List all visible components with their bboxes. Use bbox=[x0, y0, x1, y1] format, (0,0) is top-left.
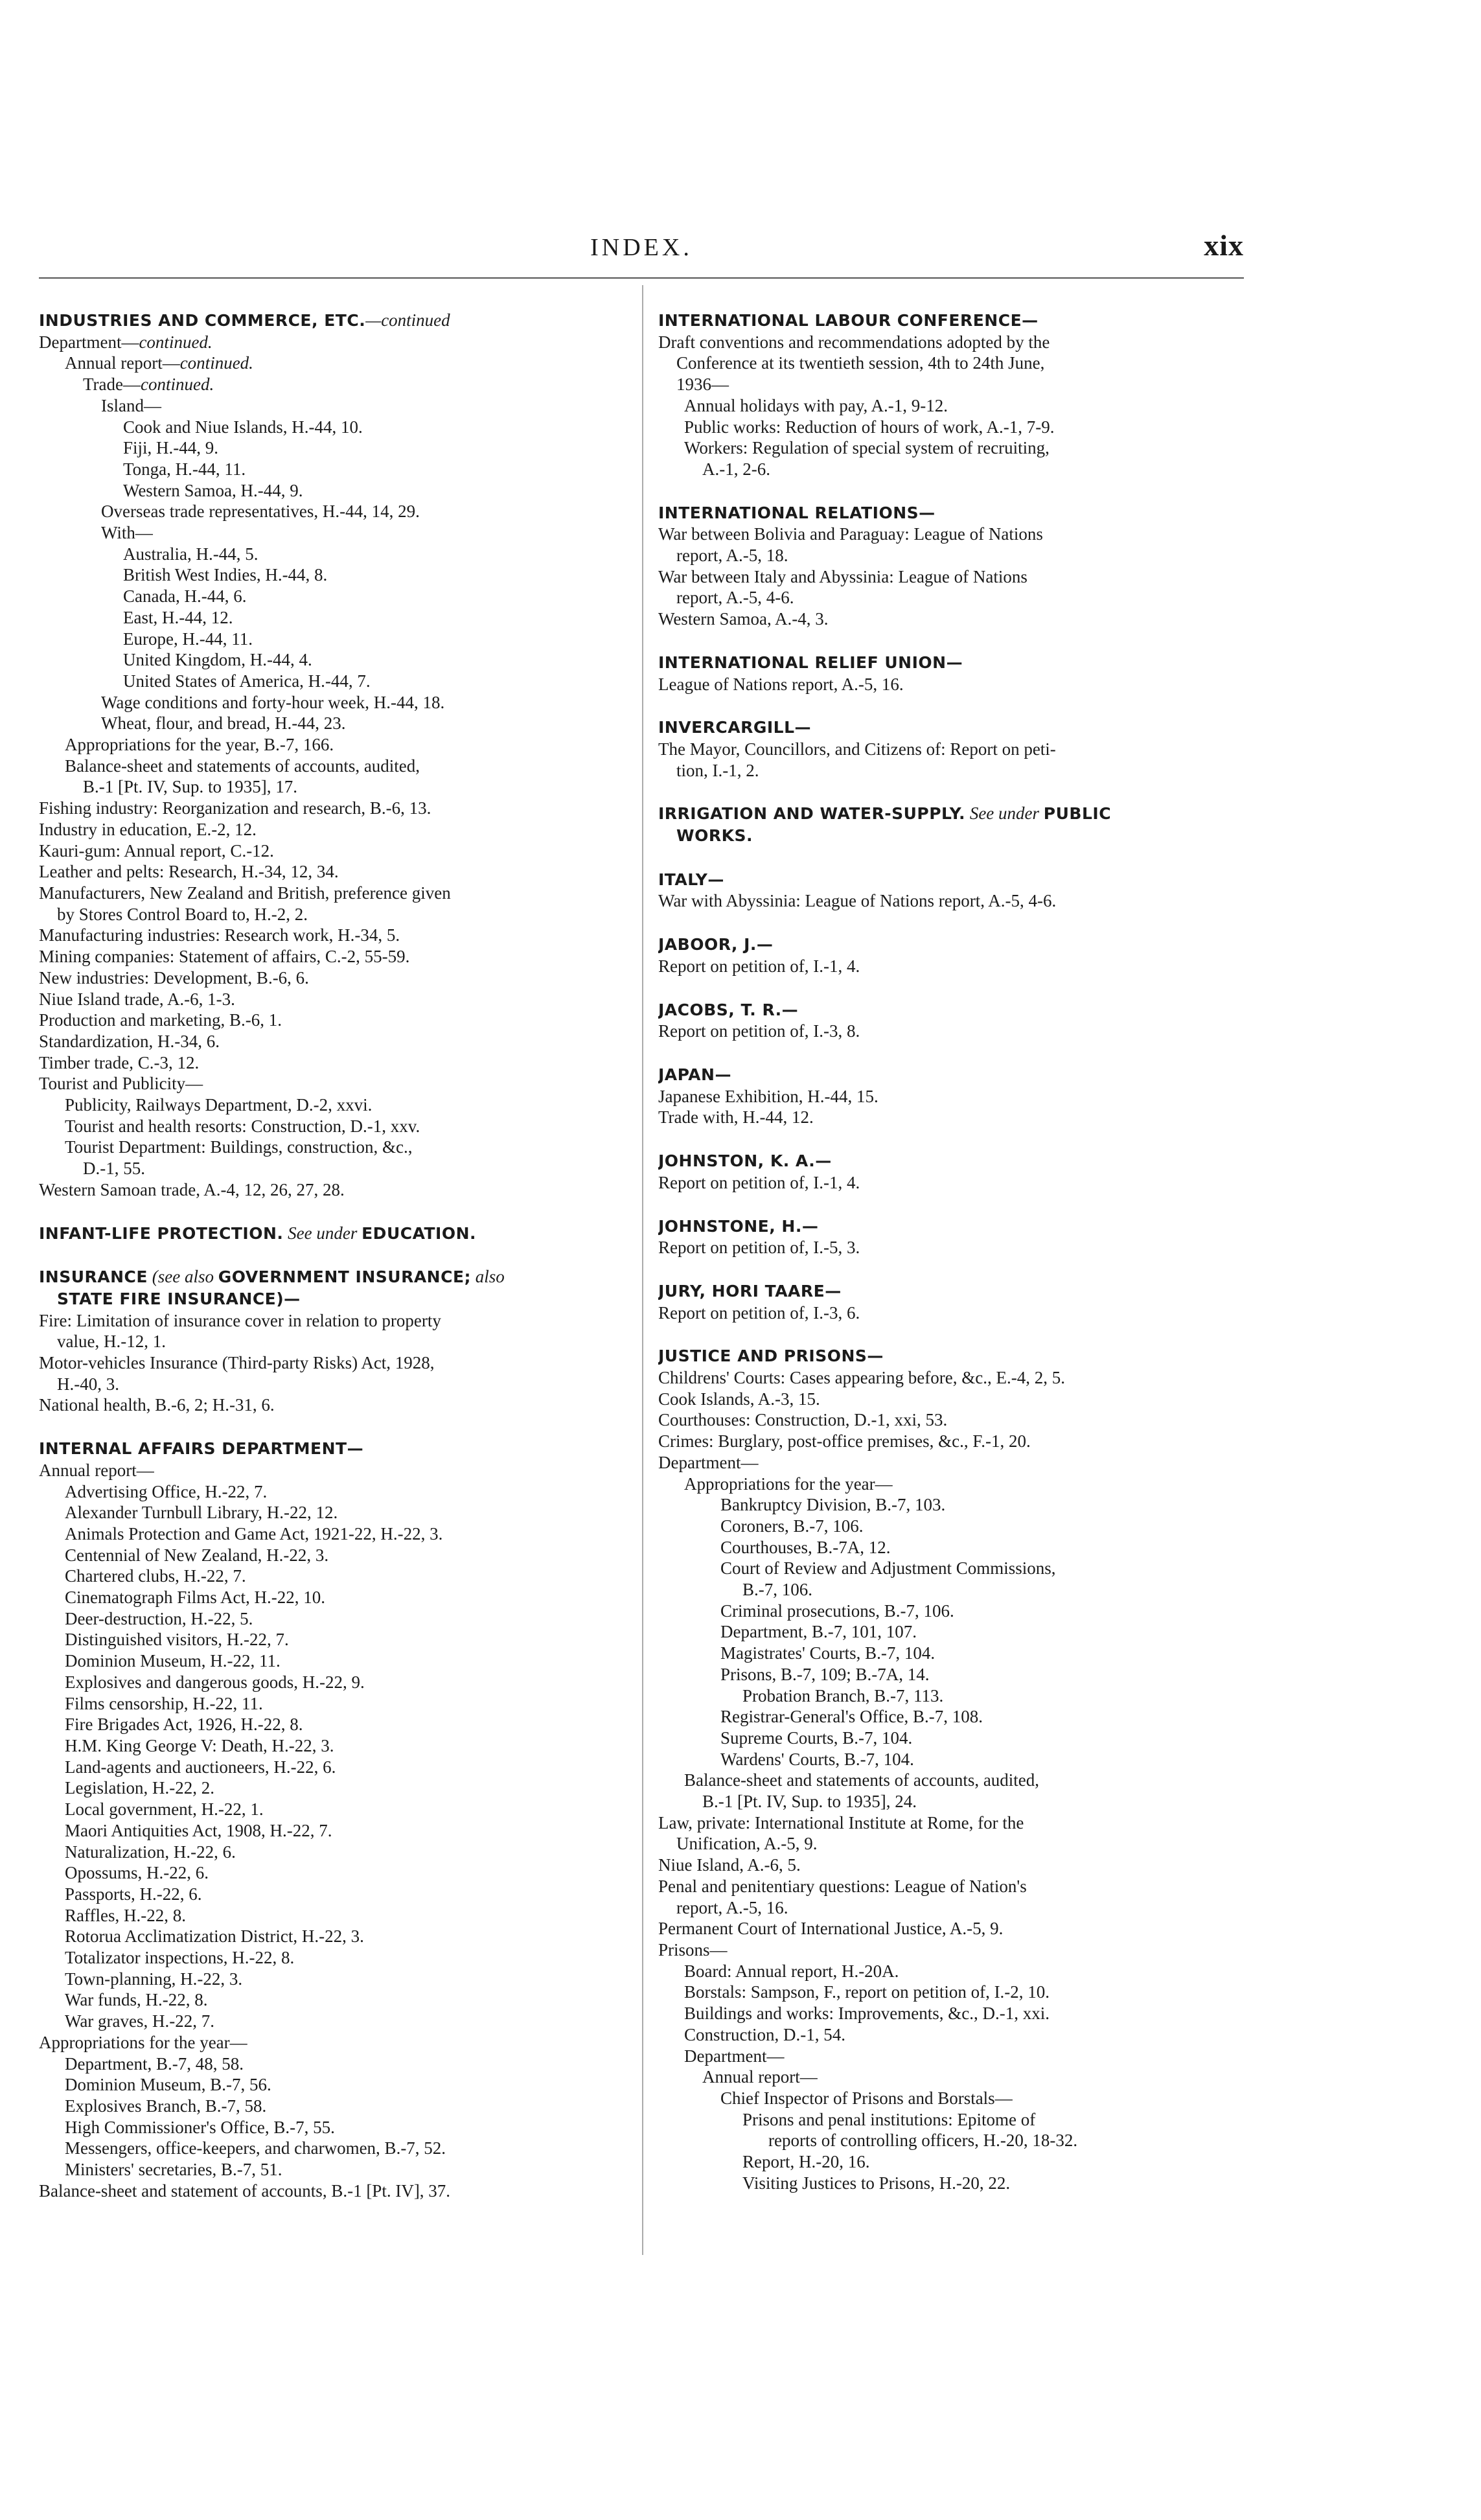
index-entry: Local government, H.-22, 1. bbox=[65, 1799, 264, 1820]
index-entry: Law, private: International Institute at Rome, for the bbox=[658, 1812, 1024, 1832]
index-entry: Borstals: Sampson, F., report on petition of, I.-2, 10. bbox=[684, 1982, 1050, 2002]
index-entry: Motor-vehicles Insurance (Third-party Risks) Act, 1928, bbox=[39, 1353, 435, 1373]
index-entry: Report on petition of, I.-3, 6. bbox=[658, 1302, 860, 1323]
index-entry: Chief Inspector of Prisons and Borstals— bbox=[720, 2088, 1013, 2108]
index-entry: Overseas trade representatives, H.-44, 14, 29. bbox=[101, 502, 420, 522]
index-entry: Prisons and penal institutions: Epitome of bbox=[742, 2109, 1036, 2129]
index-entry: Visiting Justices to Prisons, H.-20, 22. bbox=[742, 2173, 1011, 2193]
index-heading-continuation bbox=[39, 1288, 623, 1310]
index-entry: Court of Review and Adjustment Commissions, bbox=[720, 1558, 1056, 1578]
index-entry: Bankruptcy Division, B.-7, 103. bbox=[720, 1495, 946, 1515]
index-entry-continuation: B.-1 [Pt. IV, Sup. to 1935], 24. bbox=[702, 1792, 917, 1812]
index-entry-continuation: value, H.-12, 1. bbox=[57, 1332, 166, 1352]
index-entry: Fire: Limitation of insurance cover in relation to property bbox=[39, 1310, 441, 1330]
index-entry: Raffles, H.-22, 8. bbox=[65, 1905, 186, 1925]
index-entry: Publicity, Railways Department, D.-2, xxvi. bbox=[65, 1095, 373, 1115]
index-heading bbox=[658, 652, 1245, 674]
index-entry: Coroners, B.-7, 106. bbox=[720, 1516, 864, 1536]
index-entry: Trade with, H.-44, 12. bbox=[658, 1107, 814, 1127]
index-entry: Fishing industry: Reorganization and research, B.-6, 13. bbox=[39, 798, 431, 818]
see-also-note: (see also bbox=[152, 1267, 214, 1287]
index-entry: War between Bolivia and Paraguay: League of Nations bbox=[658, 524, 1043, 544]
index-entry: Buildings and works: Improvements, &c., D.-1, xxi. bbox=[684, 2004, 1050, 2024]
heading-text: JABOOR, J.— bbox=[658, 935, 774, 954]
heading-text: INFANT-LIFE PROTECTION. bbox=[39, 1223, 284, 1243]
column-divider bbox=[642, 285, 643, 2255]
index-entry: Balance-sheet and statements of accounts, audited, bbox=[65, 756, 420, 776]
index-entry: Childrens' Courts: Cases appearing before, &c., E.-4, 2, 5. bbox=[658, 1368, 1065, 1388]
index-entry: Standardization, H.-34, 6. bbox=[39, 1031, 220, 1051]
index-entry-continuation: B.-1 [Pt. IV, Sup. to 1935], 17. bbox=[83, 777, 298, 797]
index-entry: United States of America, H.-44, 7. bbox=[123, 671, 371, 691]
index-entry: Distinguished visitors, H.-22, 7. bbox=[65, 1630, 289, 1650]
continued-note: continued. bbox=[139, 332, 212, 352]
index-entry-continuation: reports of controlling officers, H.-20, 18-32. bbox=[768, 2131, 1078, 2151]
index-entry: Films censorship, H.-22, 11. bbox=[65, 1693, 263, 1713]
heading-text: JUSTICE AND PRISONS— bbox=[658, 1347, 884, 1366]
heading-text: JURY, HORI TAARE— bbox=[658, 1281, 842, 1300]
index-entry: Town-planning, H.-22, 3. bbox=[65, 1969, 243, 1989]
index-entry: Europe, H.-44, 11. bbox=[123, 629, 253, 649]
index-entry: Niue Island trade, A.-6, 1-3. bbox=[39, 989, 235, 1009]
index-entry: Leather and pelts: Research, H.-34, 12, 34. bbox=[39, 862, 339, 882]
heading-text: JAPAN— bbox=[658, 1065, 731, 1084]
index-entry: Legislation, H.-22, 2. bbox=[65, 1778, 214, 1798]
index-entry: Balance-sheet and statements of accounts, audited, bbox=[684, 1770, 1040, 1790]
index-entry: Prisons— bbox=[658, 1940, 728, 1959]
index-entry: Western Samoa, A.-4, 3. bbox=[658, 609, 829, 629]
heading-text: INTERNATIONAL RELIEF UNION— bbox=[658, 653, 963, 672]
cross-reference: STATE FIRE INSURANCE)— bbox=[57, 1289, 301, 1308]
index-heading bbox=[658, 934, 1245, 956]
index-entry: Canada, H.-44, 6. bbox=[123, 586, 247, 607]
index-entry: Crimes: Burglary, post-office premises, &c., F.-1, 20. bbox=[658, 1431, 1031, 1451]
heading-text: INTERNATIONAL LABOUR CONFERENCE— bbox=[658, 311, 1039, 330]
index-entry: Kauri-gum: Annual report, C.-12. bbox=[39, 840, 274, 861]
cross-reference: EDUCATION. bbox=[362, 1223, 477, 1243]
index-entry: With— bbox=[101, 523, 153, 543]
index-heading bbox=[658, 717, 1245, 739]
index-entry: Ministers' secretaries, B.-7, 51. bbox=[65, 2160, 282, 2180]
index-entry: Fiji, H.-44, 9. bbox=[123, 438, 219, 458]
index-entry: Western Samoan trade, A.-4, 12, 26, 27, 28. bbox=[39, 1179, 345, 1199]
index-entry: Australia, H.-44, 5. bbox=[123, 544, 258, 564]
index-entry: Passports, H.-22, 6. bbox=[65, 1884, 202, 1904]
index-heading bbox=[658, 1345, 1245, 1367]
index-entry: British West Indies, H.-44, 8. bbox=[123, 565, 328, 585]
see-under-note: See under bbox=[288, 1223, 358, 1243]
entry-text: Trade— bbox=[83, 375, 141, 395]
continued-note: continued. bbox=[179, 353, 253, 373]
index-entry: Wage conditions and forty-hour week, H.-44, 18. bbox=[101, 692, 445, 712]
index-entry: East, H.-44, 12. bbox=[123, 607, 233, 627]
index-entry bbox=[39, 353, 623, 374]
page-header bbox=[39, 228, 1244, 267]
index-entry: Workers: Regulation of special system of recruiting, bbox=[684, 438, 1050, 458]
index-entry: Fire Brigades Act, 1926, H.-22, 8. bbox=[65, 1715, 303, 1735]
index-entry: Manufacturing industries: Research work, H.-34, 5. bbox=[39, 925, 400, 945]
index-entry: Department, B.-7, 101, 107. bbox=[720, 1622, 917, 1642]
index-entry: National health, B.-6, 2; H.-31, 6. bbox=[39, 1395, 275, 1415]
index-entry: Prisons, B.-7, 109; B.-7A, 14. bbox=[720, 1664, 930, 1684]
index-entry: Niue Island, A.-6, 5. bbox=[658, 1855, 801, 1875]
index-entry-continuation: by Stores Control Board to, H.-2, 2. bbox=[57, 904, 308, 924]
left-column bbox=[39, 310, 623, 2201]
index-entry: Cook and Niue Islands, H.-44, 10. bbox=[123, 417, 363, 437]
index-heading bbox=[39, 1266, 623, 1288]
entry-text: Annual report— bbox=[65, 353, 180, 373]
index-entry: Production and marketing, B.-6, 1. bbox=[39, 1010, 282, 1030]
index-entry: Public works: Reduction of hours of work, A.-1, 7-9. bbox=[684, 417, 1055, 437]
index-entry: The Mayor, Councillors, and Citizens of: Report on peti- bbox=[658, 739, 1056, 759]
index-entry: H.M. King George V: Death, H.-22, 3. bbox=[65, 1736, 334, 1755]
index-entry: Tourist and Publicity— bbox=[39, 1074, 203, 1094]
index-entry: War graves, H.-22, 7. bbox=[65, 2011, 215, 2031]
index-entry-continuation: B.-7, 106. bbox=[742, 1580, 812, 1600]
index-entry: Maori Antiquities Act, 1908, H.-22, 7. bbox=[65, 1820, 332, 1840]
header-rule bbox=[39, 277, 1244, 279]
index-entry: Explosives and dangerous goods, H.-22, 9. bbox=[65, 1672, 365, 1692]
right-column bbox=[658, 310, 1245, 2193]
index-entry: Land-agents and auctioneers, H.-22, 6. bbox=[65, 1757, 336, 1777]
index-heading bbox=[39, 1438, 623, 1460]
heading-text: JOHNSTON, K. A.— bbox=[658, 1151, 832, 1171]
heading-text: INTERNATIONAL RELATIONS— bbox=[658, 503, 936, 522]
index-entry: Permanent Court of International Justice, A.-5, 9. bbox=[658, 1919, 1004, 1939]
index-entry: Probation Branch, B.-7, 113. bbox=[742, 1685, 944, 1705]
index-entry: Report on petition of, I.-3, 8. bbox=[658, 1021, 860, 1041]
index-entry-continuation: report, A.-5, 4-6. bbox=[676, 588, 794, 608]
index-entry: War with Abyssinia: League of Nations report, A.-5, 4-6. bbox=[658, 891, 1057, 911]
index-entry-continuation: report, A.-5, 16. bbox=[676, 1897, 788, 1917]
index-entry: High Commissioner's Office, B.-7, 55. bbox=[65, 2117, 335, 2137]
index-heading bbox=[658, 869, 1245, 891]
index-entry-continuation: tion, I.-1, 2. bbox=[676, 760, 759, 780]
index-entry: Naturalization, H.-22, 6. bbox=[65, 1842, 236, 1862]
index-entry: Wheat, flour, and bread, H.-44, 23. bbox=[101, 713, 346, 734]
index-entry-continuation: report, A.-5, 18. bbox=[676, 546, 788, 566]
index-entry: League of Nations report, A.-5, 16. bbox=[658, 674, 904, 694]
index-entry: Appropriations for the year— bbox=[39, 2032, 247, 2052]
heading-text: IRRIGATION AND WATER-SUPPLY. bbox=[658, 804, 966, 824]
index-entry: Report on petition of, I.-1, 4. bbox=[658, 1172, 860, 1192]
cross-reference: PUBLIC bbox=[1043, 804, 1112, 824]
index-heading bbox=[658, 1280, 1245, 1302]
index-entry: Totalizator inspections, H.-22, 8. bbox=[65, 1948, 295, 1968]
index-entry: Appropriations for the year— bbox=[684, 1474, 893, 1494]
index-entry: Annual holidays with pay, A.-1, 9-12. bbox=[684, 395, 948, 415]
index-entry: Tourist Department: Buildings, construction, &c., bbox=[65, 1137, 413, 1157]
index-heading bbox=[658, 502, 1245, 524]
index-entry: Criminal prosecutions, B.-7, 106. bbox=[720, 1601, 954, 1621]
index-entry: Department, B.-7, 48, 58. bbox=[65, 2053, 244, 2074]
index-heading bbox=[658, 999, 1245, 1021]
index-entry: Penal and penitentiary questions: League of Nation's bbox=[658, 1876, 1027, 1896]
index-entry: Messengers, office-keepers, and charwomen, B.-7, 52. bbox=[65, 2138, 446, 2158]
index-heading bbox=[658, 1150, 1245, 1172]
index-heading-continuation bbox=[658, 825, 1245, 847]
page-title: INDEX. bbox=[590, 234, 693, 261]
index-entry: War funds, H.-22, 8. bbox=[65, 1990, 208, 2010]
index-entry: Courthouses: Construction, D.-1, xxi, 53. bbox=[658, 1410, 948, 1430]
index-entry: Deer-destruction, H.-22, 5. bbox=[65, 1608, 253, 1628]
index-entry: Construction, D.-1, 54. bbox=[684, 2024, 845, 2044]
index-entry: Mining companies: Statement of affairs, C.-2, 55-59. bbox=[39, 947, 410, 967]
index-entry: Rotorua Acclimatization District, H.-22, 3. bbox=[65, 1926, 364, 1947]
index-entry: Cinematograph Films Act, H.-22, 10. bbox=[65, 1588, 325, 1608]
cross-reference: GOVERNMENT INSURANCE; bbox=[218, 1267, 472, 1287]
index-entry: Report on petition of, I.-5, 3. bbox=[658, 1238, 860, 1258]
index-entry bbox=[39, 332, 623, 353]
index-entry: Department— bbox=[684, 2046, 785, 2066]
index-entry: Chartered clubs, H.-22, 7. bbox=[65, 1566, 246, 1586]
index-entry: Manufacturers, New Zealand and British, preference given bbox=[39, 883, 451, 903]
index-entry: Department— bbox=[658, 1452, 759, 1472]
index-heading bbox=[39, 1223, 623, 1245]
heading-text: ITALY— bbox=[658, 870, 724, 889]
index-entry: United Kingdom, H.-44, 4. bbox=[123, 650, 312, 670]
index-entry: Opossums, H.-22, 6. bbox=[65, 1863, 209, 1883]
index-entry: Cook Islands, A.-3, 15. bbox=[658, 1389, 820, 1409]
index-entry: Centennial of New Zealand, H.-22, 3. bbox=[65, 1545, 329, 1565]
index-entry: Board: Annual report, H.-20A. bbox=[684, 1961, 899, 1981]
index-entry bbox=[39, 374, 623, 395]
index-entry: Magistrates' Courts, B.-7, 104. bbox=[720, 1643, 936, 1663]
index-entry: Wardens' Courts, B.-7, 104. bbox=[720, 1749, 914, 1769]
index-entry-continuation: 1936— bbox=[676, 375, 729, 395]
index-entry: Advertising Office, H.-22, 7. bbox=[65, 1481, 268, 1501]
index-heading bbox=[658, 310, 1245, 332]
heading-text: INVERCARGILL— bbox=[658, 718, 812, 737]
heading-text: INDUSTRIES AND COMMERCE, ETC. bbox=[39, 311, 366, 330]
cross-reference: WORKS. bbox=[676, 826, 753, 846]
index-entry: Japanese Exhibition, H.-44, 15. bbox=[658, 1086, 878, 1106]
index-entry-continuation: D.-1, 55. bbox=[83, 1159, 145, 1179]
index-entry: Registrar-General's Office, B.-7, 108. bbox=[720, 1707, 983, 1727]
index-entry: Supreme Courts, B.-7, 104. bbox=[720, 1728, 913, 1748]
index-entry: Report on petition of, I.-1, 4. bbox=[658, 956, 860, 976]
page-number: xix bbox=[1204, 229, 1244, 262]
index-entry-continuation: A.-1, 2-6. bbox=[702, 459, 770, 479]
continued-note: —continued bbox=[365, 310, 450, 330]
also-note: also bbox=[475, 1267, 505, 1287]
continued-note: continued. bbox=[141, 375, 214, 395]
entry-text: Department— bbox=[39, 332, 139, 352]
index-entry: Draft conventions and recommendations adopted by the bbox=[658, 332, 1050, 352]
index-entry: Dominion Museum, B.-7, 56. bbox=[65, 2075, 271, 2095]
index-heading bbox=[658, 803, 1245, 825]
index-entry: Alexander Turnbull Library, H.-22, 12. bbox=[65, 1503, 338, 1523]
index-entry: Animals Protection and Game Act, 1921-22, H.-22, 3. bbox=[65, 1523, 443, 1543]
index-entry: Industry in education, E.-2, 12. bbox=[39, 819, 257, 839]
index-entry: Island— bbox=[101, 395, 161, 415]
index-entry: Dominion Museum, H.-22, 11. bbox=[65, 1651, 281, 1671]
index-entry: Annual report— bbox=[39, 1460, 154, 1480]
index-heading bbox=[658, 1216, 1245, 1238]
index-entry: New industries: Development, B.-6, 6. bbox=[39, 967, 309, 988]
index-entry: Annual report— bbox=[702, 2067, 818, 2087]
index-entry-continuation: H.-40, 3. bbox=[57, 1374, 119, 1394]
index-entry: Tourist and health resorts: Construction, D.-1, xxv. bbox=[65, 1116, 420, 1136]
heading-text: JOHNSTONE, H.— bbox=[658, 1216, 819, 1236]
index-entry-continuation: Unification, A.-5, 9. bbox=[676, 1834, 818, 1854]
index-entry-continuation: Conference at its twentieth session, 4th to 24th June, bbox=[676, 353, 1045, 373]
index-heading bbox=[658, 1064, 1245, 1086]
index-entry: Tonga, H.-44, 11. bbox=[123, 459, 246, 479]
index-entry: War between Italy and Abyssinia: League of Nations bbox=[658, 566, 1028, 586]
index-entry: Courthouses, B.-7A, 12. bbox=[720, 1537, 891, 1557]
index-entry: Western Samoa, H.-44, 9. bbox=[123, 480, 303, 500]
index-entry: Report, H.-20, 16. bbox=[742, 2152, 870, 2172]
heading-text: INTERNAL AFFAIRS DEPARTMENT— bbox=[39, 1439, 364, 1459]
index-entry: Appropriations for the year, B.-7, 166. bbox=[65, 735, 334, 755]
index-entry: Explosives Branch, B.-7, 58. bbox=[65, 2096, 267, 2116]
index-entry: Balance-sheet and statement of accounts, B.-1 [Pt. IV], 37. bbox=[39, 2180, 451, 2201]
index-entry: Timber trade, C.-3, 12. bbox=[39, 1052, 200, 1072]
heading-text: JACOBS, T. R.— bbox=[658, 1000, 799, 1019]
see-under-note: See under bbox=[969, 803, 1040, 824]
index-heading bbox=[39, 310, 623, 332]
heading-text: INSURANCE bbox=[39, 1267, 148, 1287]
